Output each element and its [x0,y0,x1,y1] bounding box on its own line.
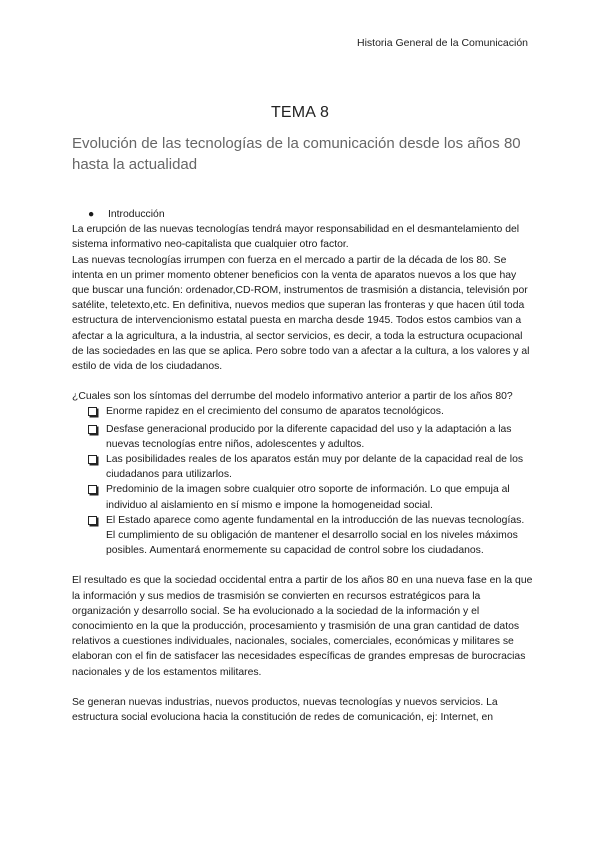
bullet-icon: ● [88,209,95,220]
list-item: Las posibilidades reales de los aparatos están muy por delante de la capacidad real de los ciudadanos para utilizarlos. [88,452,534,482]
document-body [72,207,534,725]
checkbox-bullet-icon [88,482,106,499]
topic-subtitle: Evolución de las tecnologías de la comunicación desde los años 80 hasta la actualidad [72,135,521,173]
topic-title: TEMA 8 [270,104,330,121]
paragraph-3: El resultado es que la sociedad occidental entra a partir de los años 80 en una nueva fase en la que la información y sus medios de trasmisión se convierten en recursos estratégicos para la organización y desarrollo social. Se ha evolucionado a la sociedad de la información y el conocimiento en la que la producción, procesamiento y trasmisión de una gran cantidad de datos relativos a cuestiones individuales, nacionales, sociales, comerciales, económicas y militares se elaboran con el fin de satisfacer las necesidades específicas de grandes empresas de burocracias nacionales y de los estamentos militares. [72,575,533,678]
list-item: Predominio de la imagen sobre cualquier otro soporte de información. Lo que empuja al individuo al aislamiento en sí mismo e impone la homogeneidad social. [88,482,534,512]
list-item: Enorme rapidez en el crecimiento del consumo de aparatos tecnológicos. [88,404,534,421]
checkbox-bullet-icon [88,404,106,421]
intro-heading [72,207,534,222]
list-item: Desfase generacional producido por la diferente capacidad del uso y la adaptación a las nuevas tecnologías entre niños, adolescentes y adultos. [88,422,534,452]
paragraph-1: La erupción de las nuevas tecnologías tendrá mayor responsabilidad en el desmantelamiento del sistema informativo neo-capitalista que cualquier otro factor. [72,224,520,251]
checkbox-bullet-icon [88,452,106,469]
intro-heading-text: Introducción [108,209,165,220]
symptoms-list [72,404,534,558]
checkbox-bullet-icon [88,422,106,439]
list-item: El Estado aparece como agente fundamental en la introducción de las nuevas tecnologías. El cumplimiento de su obligación de mantener el desarrollo social en los niveles máximos posibles. Aumentará enormemente su capacidad de control sobre los ciudadanos. [88,513,534,559]
paragraph-4: Se generan nuevas industrias, nuevos productos, nuevas tecnologías y nuevos servicios. La estructura social evoluciona hacia la constitución de redes de comunicación, ej: Internet, en [72,696,498,724]
checkbox-bullet-icon [88,513,106,530]
paragraph-2: Las nuevas tecnologías irrumpen con fuerza en el mercado a partir de la década de los 80. Se intenta en un primer momento obtener beneficios con la venta de aparatos nuevos a los que hay que buscar una función: ordenador,CD-ROM, instrumentos de trasmisión a distancia, televisión por satélite, teletexto,etc. En definitiva, nuevos medios que superan las fronteras y que hacen útil toda estructura de intervencionismo estatal puesta en marcha desde 1945. Todos estos cambios van a afectar a la agricultura, a la industria, al sector servicios, es decir, a toda la estructura ocupacional de las sociedades en las que se aplica. Pero sobre todo van a afectar a la cultura, a los valores y al estilo de vida de los ciudadanos. [72,254,530,373]
symptoms-question: ¿Cuales son los síntomas del derrumbe del modelo informativo anterior a partir de los años 80? [72,391,513,403]
page-header: Historia General de la Comunicación [357,37,528,49]
